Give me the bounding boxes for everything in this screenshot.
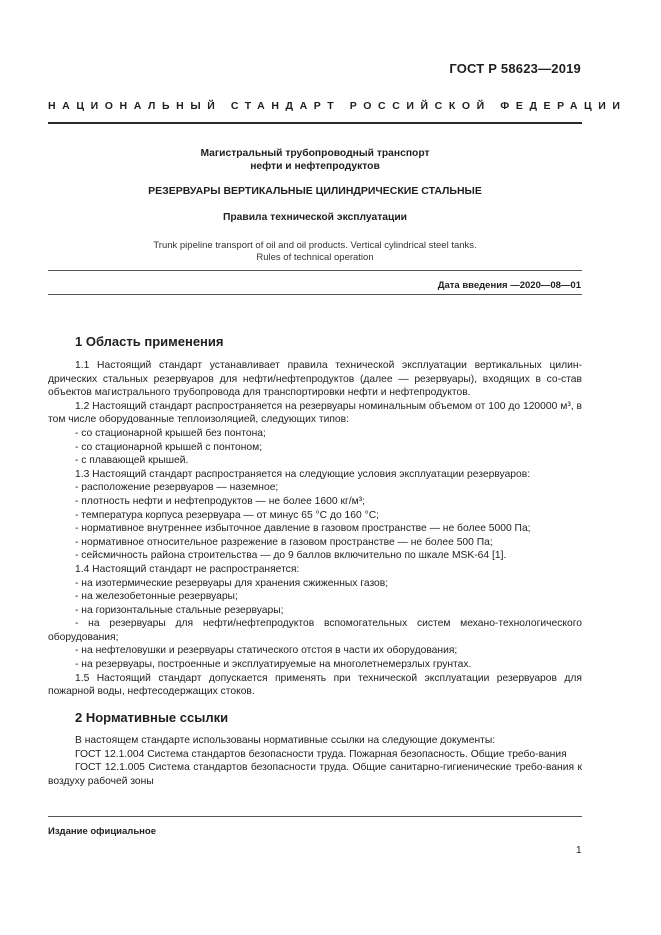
footer-divider: [48, 816, 582, 817]
paragraph: 1.1 Настоящий стандарт устанавливает правила технической эксплуатации вертикальных цилин-дрических стальных резервуаров для нефти/нефтепродуктов (далее — резервуары), входящих в со-став объектов магистрального трубопровода для транспортировки нефти и нефтепродуктов.: [48, 360, 582, 399]
paragraph: - со стационарной крышей с понтоном;: [75, 441, 263, 453]
paragraph: - сейсмичность района строительства — до 9 баллов включительно по шкале MSK-64 [1].: [75, 550, 507, 562]
subject-line-1: Магистральный трубопроводный транспорт: [200, 148, 430, 159]
title-divider: [48, 270, 582, 271]
paragraph: - со стационарной крышей без понтона;: [75, 427, 266, 439]
section-1-body: [48, 359, 582, 699]
document-subtitle: Правила технической эксплуатации: [222, 212, 408, 223]
paragraph: - на железобетонные резервуары;: [75, 591, 238, 603]
paragraph: - плотность нефти и нефтепродуктов — не более 1600 кг/м³;: [75, 495, 365, 507]
paragraph: 1.4 Настоящий стандарт не распространяется:: [75, 563, 300, 575]
subject-line-2: нефти и нефтепродуктов: [250, 161, 380, 172]
paragraph: ГОСТ 12.1.005 Система стандартов безопасности труда. Общие санитарно-гигиенические требо-вания к воздуху рабочей зоны: [48, 762, 582, 787]
header-divider: [48, 122, 582, 124]
english-title-line-1: Trunk pipeline transport of oil and oil products. Vertical cylindrical steel tanks.: [153, 240, 477, 251]
official-edition-label: Издание официальное: [48, 826, 156, 837]
standard-number: ГОСТ Р 58623—2019: [449, 61, 581, 76]
paragraph: 1.3 Настоящий стандарт распространяется на следующие условия эксплуатации резервуаров:: [75, 468, 531, 480]
section-2-body: [48, 734, 582, 788]
national-standard-heading: НАЦИОНАЛЬНЫЙ СТАНДАРТ РОССИЙСКОЙ ФЕДЕРАЦИИ: [48, 100, 627, 112]
paragraph: - на резервуары для нефти/нефтепродуктов вспомогательных систем механо-технологического оборудования;: [48, 618, 582, 643]
document-title: РЕЗЕРВУАРЫ ВЕРТИКАЛЬНЫЕ ЦИЛИНДРИЧЕСКИЕ СТАЛЬНЫЕ: [148, 185, 482, 197]
paragraph: 1.5 Настоящий стандарт допускается применять при технической эксплуатации резервуаров для пожарной воды, нефтесодержащих стоков.: [48, 672, 582, 698]
paragraph: - на изотермические резервуары для хранения сжиженных газов;: [75, 577, 389, 589]
paragraph: - на резервуары, построенные и эксплуатируемые на многолетнемерзлых грунтах.: [75, 659, 472, 671]
paragraph: - на нефтеловушки и резервуары статического отстоя в части их оборудования;: [75, 645, 458, 657]
page-number: 1: [576, 845, 582, 856]
paragraph: ГОСТ 12.1.004 Система стандартов безопасности труда. Пожарная безопасность. Общие требо-вания: [75, 748, 567, 760]
paragraph: - нормативное внутреннее избыточное давление в газовом пространстве — не более 5000 Па;: [75, 523, 531, 535]
paragraph: - расположение резервуаров — наземное;: [75, 482, 279, 494]
english-title-line-2: Rules of technical operation: [256, 252, 374, 263]
paragraph: 1.2 Настоящий стандарт распространяется на резервуары номинальным объемом от 100 до 120000 м³, в том числе оборудованные теплоизоляцией, следующих типов:: [48, 400, 582, 426]
paragraph: - с плавающей крышей.: [75, 455, 189, 467]
paragraph: В настоящем стандарте использованы нормативные ссылки на следующие документы:: [75, 735, 496, 746]
section-1-heading: 1 Область применения: [75, 334, 224, 349]
paragraph: - температура корпуса резервуара — от минус 65 °С до 160 °С;: [75, 509, 379, 521]
paragraph: - нормативное относительное разрежение в газовом пространстве — не более 500 Па;: [75, 536, 493, 548]
paragraph: - на горизонтальные стальные резервуары;: [75, 604, 284, 616]
date-divider: [48, 294, 582, 295]
introduction-date: Дата введения —2020—08—01: [437, 280, 581, 291]
section-2-heading: 2 Нормативные ссылки: [75, 710, 229, 725]
